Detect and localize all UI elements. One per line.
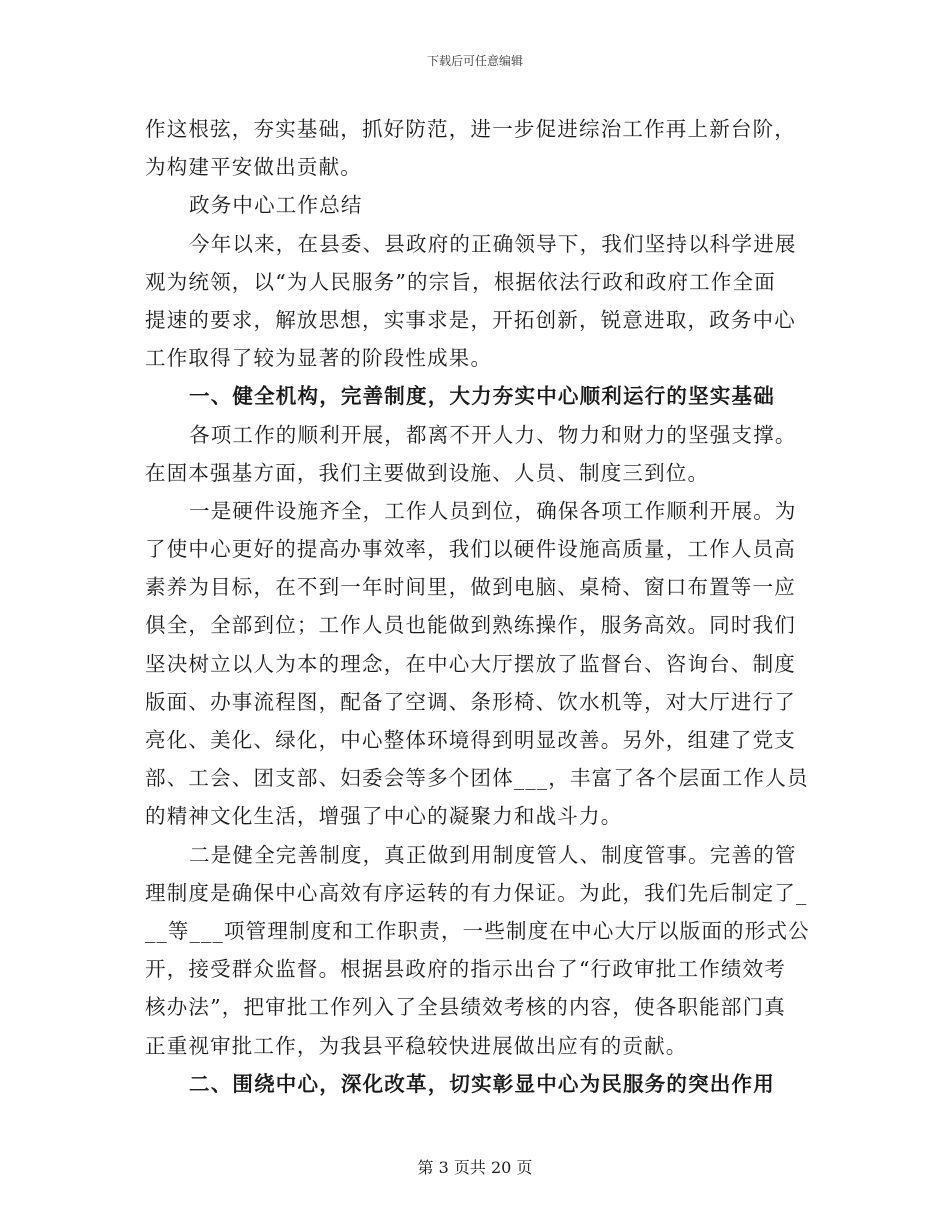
paragraph-line: 二是健全完善制度，真正做到用制度管人、制度管事。完善的管 [189,842,797,867]
paragraph-line: __等___项管理制度和工作职责，一些制度在中心大厅以版面的形式公 [145,918,810,943]
paragraph-line: 版面、办事流程图，配备了空调、条形椅、饮水机等，对大厅进行了 [145,689,796,714]
paragraph-line: 亮化、美化、绿化，中心整体环境得到明显改善。另外，组建了党支 [145,728,796,752]
paragraph-line: 各项工作的顺利开展，都离不开人力、物力和财力的坚强支撑。 [189,422,797,447]
paragraph-line: 作这根弦，夯实基础，抓好防范，进一步促进综治工作再上新台阶， [145,117,796,141]
paragraph-line: 素养为目标，在不到一年时间里，做到电脑、桌椅、窗口布置等一应 [145,575,796,600]
paragraph-line: 部、工会、团支部、妇委会等多个团体___，丰富了各个层面工作人员 [145,766,809,791]
paragraph-line: 了使中心更好的提高办事效率，我们以硬件设施高质量，工作人员高 [145,537,796,562]
paragraph-line: 坚决树立以人为本的理念，在中心大厅摆放了监督台、咨询台、制度 [145,651,796,676]
section-heading: 二、围绕中心，深化改革，切实彰显中心为民服务的突出作用 [189,1071,775,1096]
paragraph-line: 开，接受群众监督。根据县政府的指示出台了“行政审批工作绩效考 [145,957,786,982]
paragraph-line: 核办法”，把审批工作列入了全县绩效考核的内容，使各职能部门真 [145,995,786,1020]
paragraph-line: 俱全，全部到位；工作人员也能做到熟练操作，服务高效。同时我们 [145,613,796,638]
page-footer: 第 3 页共 20 页 [417,1158,533,1177]
section-heading: 一、健全机构，完善制度，大力夯实中心顺利运行的坚实基础 [189,384,775,409]
paragraph-line: 理制度是确保中心高效有序运转的有力保证。为此，我们先后制定了_ [145,880,808,905]
paragraph-line: 政务中心工作总结 [189,193,363,218]
paragraph-line: 今年以来，在县委、县政府的正确领导下，我们坚持以科学进展 [189,231,797,256]
document-body [145,110,810,1103]
paragraph-line: 工作取得了较为显著的阶段性成果。 [145,346,493,371]
paragraph-line: 提速的要求，解放思想，实事求是，开拓创新，锐意进取，政务中心 [145,307,796,332]
paragraph-line: 的精神文化生活，增强了中心的凝聚力和战斗力。 [145,804,623,829]
paragraph-line: 观为统领，以“为人民服务”的宗旨，根据依法行政和政府工作全面 [145,269,776,294]
paragraph-line: 一是硬件设施齐全，工作人员到位，确保各项工作顺利开展。为 [189,498,797,523]
paragraph-line: 在固本强基方面，我们主要做到设施、人员、制度三到位。 [145,460,710,485]
paragraph-line: 正重视审批工作，为我县平稳较快进展做出应有的贡献。 [145,1033,688,1058]
page-header: 下载后可任意编辑 [426,54,523,68]
paragraph-line: 为构建平安做出贡献。 [145,155,362,180]
